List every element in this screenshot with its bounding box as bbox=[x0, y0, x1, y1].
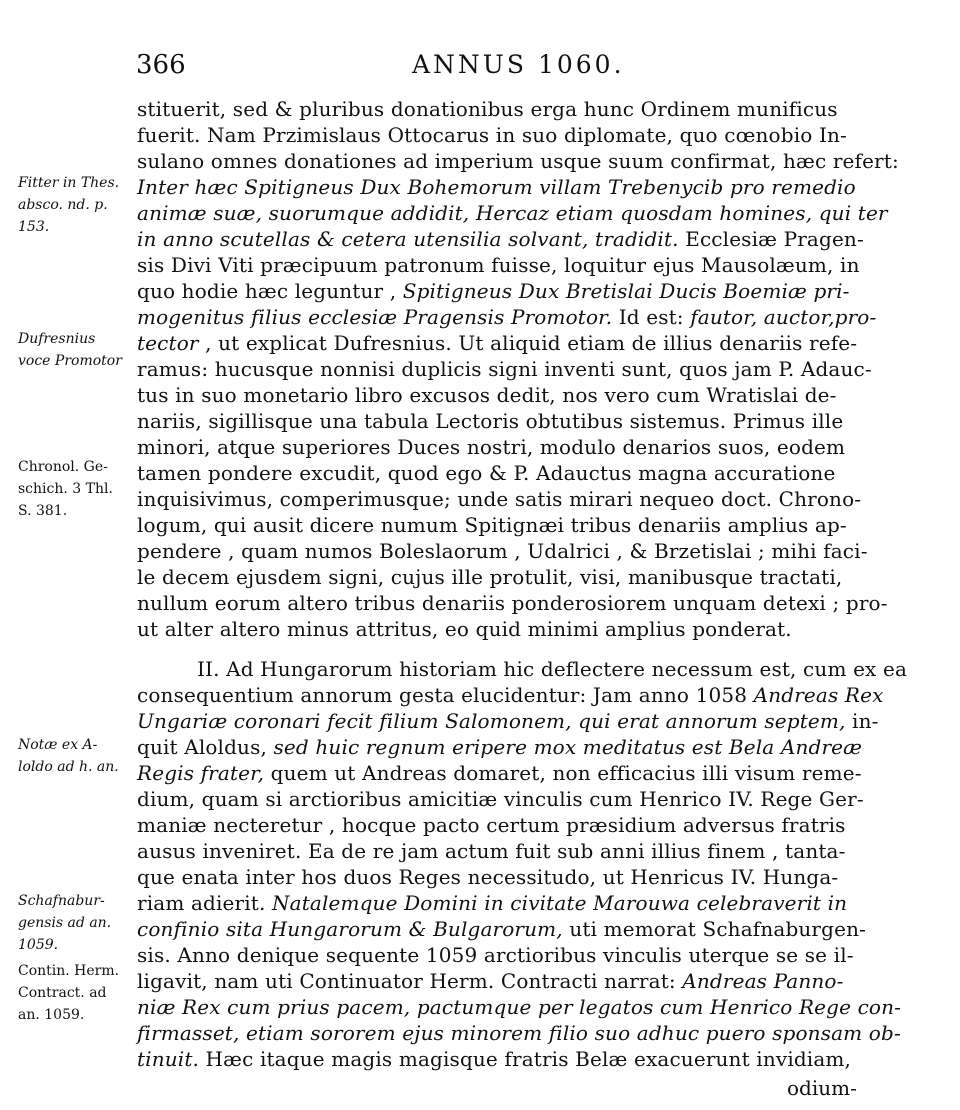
text-line: dium, quam si arctioribus amicitiæ vinculis cum Henrico IV. Rege Ger- bbox=[137, 787, 864, 811]
margin-note-notae bbox=[18, 734, 132, 778]
margin-note-line: schich. 3 Thl. bbox=[18, 481, 113, 497]
text-line: Inter hæc Spitigneus Dux Bohemorum villam Trebenycib pro remedio bbox=[137, 175, 856, 199]
margin-note-schafnabur bbox=[18, 890, 132, 956]
text-line: que enata inter hos duos Reges necessitudo, ut Henricus IV. Hunga- bbox=[137, 865, 839, 889]
margin-note-line: Contract. ad bbox=[18, 985, 107, 1001]
text-line: sulano omnes donationes ad imperium usque suum confirmat, hæc refert: bbox=[137, 149, 899, 173]
margin-note-line: S. 381. bbox=[18, 503, 68, 519]
text-line: fuerit. Nam Przimislaus Ottocarus in suo diplomate, quo cœnobio In- bbox=[137, 123, 847, 147]
margin-note-line: loldo ad h. an. bbox=[18, 759, 119, 775]
text-line: inquisivimus, comperimusque; unde satis mirari nequeo doct. Chrono- bbox=[137, 487, 862, 511]
margin-note-contin bbox=[18, 960, 132, 1026]
text-line: quo hodie hæc leguntur , Spitigneus Dux Bretislai Ducis Boemiæ pri- bbox=[137, 279, 850, 303]
margin-note-line: Notæ ex A- bbox=[18, 737, 98, 753]
margin-note-line: voce Promotor bbox=[18, 353, 122, 369]
text-line: ligavit, nam uti Continuator Herm. Contracti narrat: Andreas Panno- bbox=[137, 969, 844, 993]
text-line: tus in suo monetario libro excusos dedit, nos vero cum Wratislai de- bbox=[137, 383, 837, 407]
text-line: mogenitus filius ecclesiæ Pragensis Promotor. Id est: fautor, auctor,pro- bbox=[137, 305, 877, 329]
margin-note-line: Contin. Herm. bbox=[18, 963, 120, 979]
catchword: odium- bbox=[787, 1076, 857, 1100]
margin-note-line: 153. bbox=[18, 219, 50, 235]
text-line: niæ Rex cum prius pacem, pactumque per legatos cum Henrico Rege con- bbox=[137, 995, 902, 1019]
margin-note-line: an. 1059. bbox=[18, 1007, 85, 1023]
margin-note-line: Schafnabur- bbox=[18, 893, 105, 909]
text-line: Regis frater, quem ut Andreas domaret, non efficacius illi visum reme- bbox=[137, 761, 862, 785]
text-line: nariis, sigillisque una tabula Lectoris obtutibus sistemus. Primus ille bbox=[137, 409, 844, 433]
margin-note-fitter bbox=[18, 172, 132, 238]
text-line: tinuit. Hæc itaque magis magisque fratris Belæ exacuerunt invidiam, bbox=[137, 1047, 852, 1071]
running-head: ANNUS 1060. bbox=[412, 50, 625, 79]
text-line: firmasset, etiam sororem ejus minorem filio suo adhuc puero sponsam ob- bbox=[137, 1021, 901, 1045]
margin-note-line: absco. nd. p. bbox=[18, 197, 108, 213]
text-line: sis. Anno denique sequente 1059 arctioribus vinculis uterque se se il- bbox=[137, 943, 854, 967]
text-line: logum, qui ausit dicere numum Spitignæi tribus denariis amplius ap- bbox=[137, 513, 847, 537]
text-line: pendere , quam numos Boleslaorum , Udalrici , & Brzetislai ; mihi faci- bbox=[137, 539, 868, 563]
text-line: riam adierit. Natalemque Domini in civitate Marouwa celebraverit in bbox=[137, 891, 848, 915]
text-line: sis Divi Viti præcipuum patronum fuisse, loquitur ejus Mausolæum, in bbox=[137, 253, 860, 277]
margin-note-line: Dufresnius bbox=[18, 331, 96, 347]
text-line: le decem ejusdem signi, cujus ille protulit, visi, manibusque tractati, bbox=[137, 565, 843, 589]
margin-note-line: gensis ad an. bbox=[18, 915, 112, 931]
text-line: minori, atque superiores Duces nostri, modulo denarios suos, eodem bbox=[137, 435, 846, 459]
text-line: consequentium annorum gesta elucidentur: Jam anno 1058 Andreas Rex bbox=[137, 683, 884, 707]
text-line: confinio sita Hungarorum & Bulgarorum, uti memorat Schafnaburgen- bbox=[137, 917, 867, 941]
margin-note-line: Fitter in Thes. bbox=[18, 175, 120, 191]
page-number: 366 bbox=[136, 50, 186, 80]
text-line: ausus inveniret. Ea de re jam actum fuit sub anni illius finem , tanta- bbox=[137, 839, 846, 863]
margin-note-line: 1059. bbox=[18, 937, 59, 953]
margin-note-dufresnius bbox=[18, 328, 132, 372]
text-line: maniæ necteretur , hocque pacto certum præsidium adversus fratris bbox=[137, 813, 846, 837]
text-line: tector , ut explicat Dufresnius. Ut aliquid etiam de illius denariis refe- bbox=[137, 331, 858, 355]
text-line: quit Aloldus, sed huic regnum eripere mox meditatus est Bela Andreæ bbox=[137, 735, 863, 759]
text-line: animæ suæ, suorumque addidit, Hercaz etiam quosdam homines, qui ter bbox=[137, 201, 888, 225]
text-line: II. Ad Hungarorum historiam hic deflectere necessum est, cum ex ea bbox=[197, 657, 908, 681]
text-line: ut alter altero minus attritus, eo quid minimi amplius ponderat. bbox=[137, 617, 792, 641]
text-line: in anno scutellas & cetera utensilia solvant, tradidit. Ecclesiæ Pragen- bbox=[137, 227, 864, 251]
text-line: tamen pondere excudit, quod ego & P. Adauctus magna accuratione bbox=[137, 461, 836, 485]
text-line: stituerit, sed & pluribus donationibus erga hunc Ordinem munificus bbox=[137, 97, 838, 121]
text-line: nullum eorum altero tribus denariis ponderosiorem unquam detexi ; pro- bbox=[137, 591, 888, 615]
margin-note-line: Chronol. Ge- bbox=[18, 459, 108, 475]
text-line: Ungariæ coronari fecit filium Salomonem, qui erat annorum septem, in- bbox=[137, 709, 879, 733]
margin-note-chronol bbox=[18, 456, 132, 522]
text-line: ramus: hucusque nonnisi duplicis signi inventi sunt, quos jam P. Adauc- bbox=[137, 357, 872, 381]
